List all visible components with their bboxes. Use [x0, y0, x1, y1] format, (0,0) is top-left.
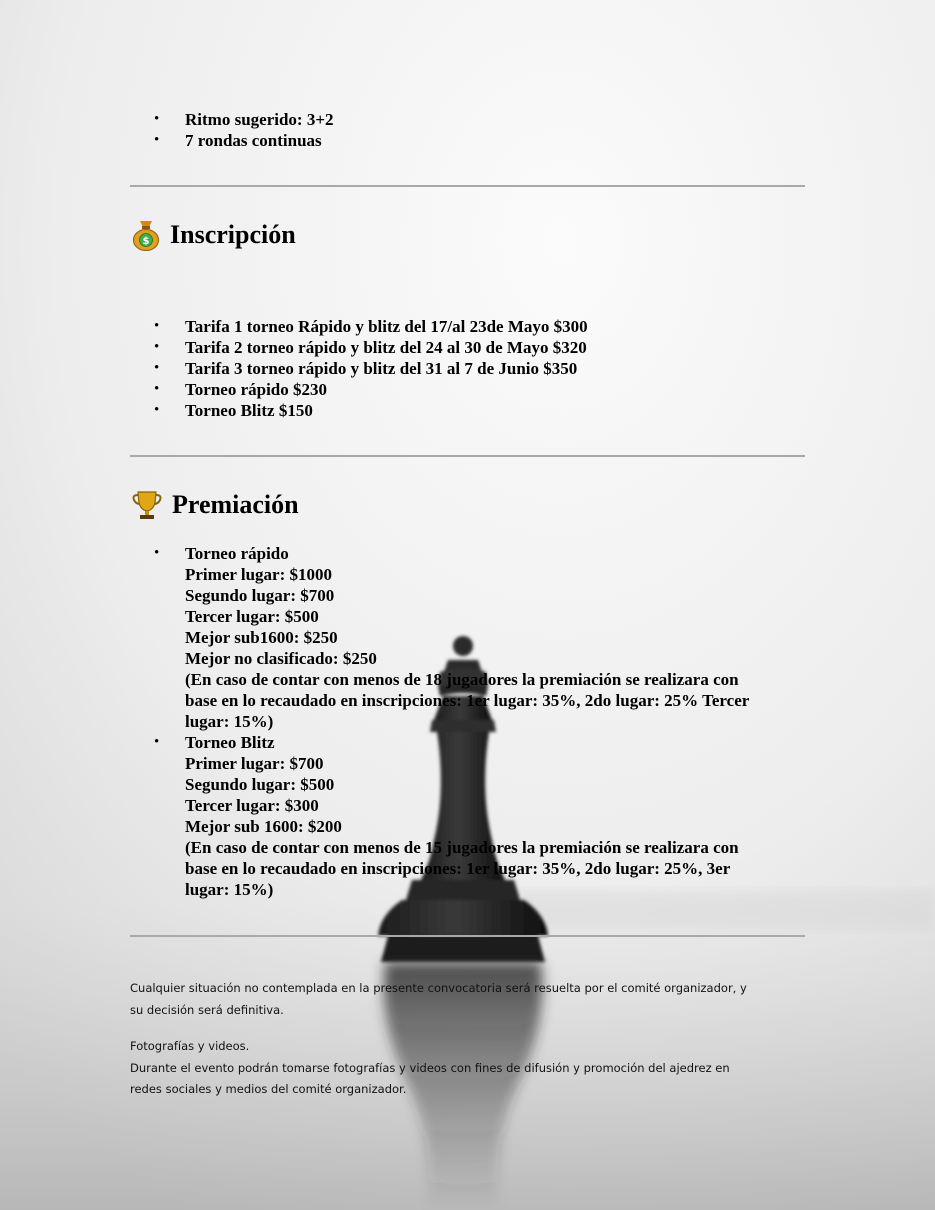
note-line: su decisión será definitiva. [130, 1002, 284, 1017]
premiacion-heading [132, 489, 299, 521]
premio-line: Primer lugar: $700 [185, 754, 324, 773]
premio-line: Mejor no clasificado: $250 [185, 649, 377, 668]
money-bag-icon [132, 219, 160, 251]
premio-line: Segundo lugar: $500 [185, 775, 335, 794]
premio-title: • Torneo Blitz [185, 733, 275, 752]
section-divider [130, 455, 805, 457]
note-line: Cualquier situación no contemplada en la presente convocatoria será resuelta por el comité organizador, y [130, 981, 747, 995]
inscripcion-list [154, 316, 588, 421]
note-subtitle: Fotografías y videos. [130, 1039, 250, 1053]
notes-block [130, 978, 820, 1101]
premio-line: (En caso de contar con menos de 18 jugadores la premiación se realizara con [185, 670, 739, 689]
section-title: Inscripción [170, 220, 296, 249]
list-item: • Tarifa 2 torneo rápido y blitz del 24 al 30 de Mayo $320 [154, 337, 588, 358]
section-title: Premiación [172, 490, 299, 519]
note-line: Durante el evento podrán tomarse fotografías y videos con fines de difusión y promoción del ajedrez en [130, 1060, 730, 1075]
premiacion-list [154, 543, 749, 900]
premio-line: base en lo recaudado en inscripciones: 1er lugar: 35%, 2do lugar: 25%, 3er [185, 859, 731, 878]
list-item: • Tarifa 1 torneo Rápido y blitz del 17/al 23de Mayo $300 [154, 316, 588, 337]
premio-line: (En caso de contar con menos de 15 jugadores la premiación se realizara con [185, 838, 739, 857]
list-item: • 7 rondas continuas [154, 130, 334, 151]
list-item: • Tarifa 3 torneo rápido y blitz del 31 al 7 de Junio $350 [154, 358, 588, 379]
list-item: • Ritmo sugerido: 3+2 [154, 109, 334, 130]
premio-line: lugar: 15%) [185, 880, 274, 899]
list-item: • Torneo Blitz $150 [154, 400, 588, 421]
inscripcion-heading [132, 219, 296, 251]
premio-line: Tercer lugar: $500 [185, 607, 319, 626]
list-item: • Torneo rápido $230 [154, 379, 588, 400]
premio-line: Mejor sub 1600: $200 [185, 817, 342, 836]
premio-line: base en lo recaudado en inscripciones: 1er lugar: 35%, 2do lugar: 25% Tercer [185, 691, 750, 710]
section-divider [130, 935, 805, 937]
premio-line: Primer lugar: $1000 [185, 565, 332, 584]
section-divider [130, 185, 805, 187]
premio-blitz-item [154, 732, 749, 900]
premio-line: Tercer lugar: $300 [185, 796, 319, 815]
trophy-icon [132, 489, 162, 521]
premio-line: Mejor sub1600: $250 [185, 628, 338, 647]
premio-line: lugar: 15%) [185, 712, 274, 731]
svg-text:$: $ [142, 236, 150, 247]
premio-rapido-item [154, 543, 749, 732]
formato-list [154, 109, 334, 151]
premio-title: • Torneo rápido [185, 544, 289, 563]
premio-line: Segundo lugar: $700 [185, 586, 335, 605]
note-line: redes sociales y medios del comité organizador. [130, 1082, 407, 1096]
